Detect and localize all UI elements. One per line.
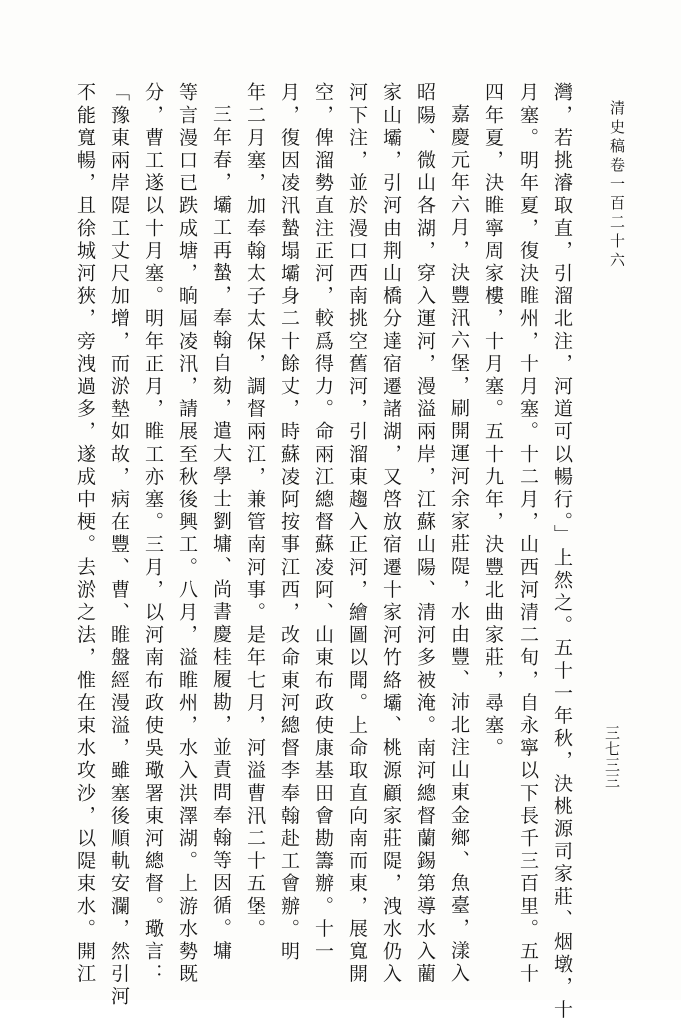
text-column-9: 月，復因凌汛蟄塌壩身二十餘丈，時蘇凌阿按事江西，改命東河總督李奉翰赴工會辦。明 xyxy=(278,82,300,964)
text-column-11: 三年春，壩工再蟄，奉翰自劾，遣大學士劉墉、尚書慶桂履勘，並責問奉翰等因循。墉 xyxy=(210,104,232,963)
text-column-4: 嘉慶元年六月，決豐汛六堡，刷開運河余家莊隄，水由豐、沛北注山東金鄉、魚臺，漾入 xyxy=(448,104,470,986)
text-column-15: 不能寬暢，且徐城河狹，旁洩過多，遂成中梗。去淤之法，惟在束水攻沙，以隄束水。開江 xyxy=(74,82,96,986)
text-column-14: 「豫東兩岸隄工丈尺加增，而淤墊如故，病在豐、曹、睢盤經漫溢，雖塞後順軌安瀾，然引河 xyxy=(108,82,130,1009)
text-column-7: 河下注，並於漫口西南挑空舊河，引溜東趨入正河，繪圖以聞。上命取直向南而東，展寬開 xyxy=(346,82,368,986)
text-column-3: 四年夏，決睢寧周家樓，十月塞。五十九年，決豐北曲家莊，尋塞。 xyxy=(482,82,504,760)
text-column-1: 灣，若挑濬取直，引溜北注，河道可以暢行。」上然之。五十一年秋，決桃源司家莊、烟墩，十 xyxy=(551,82,573,1022)
page-number: 三七三三 xyxy=(603,725,621,789)
text-column-6: 家山壩，引河由荆山橋分達宿遷諸湖，又啓放宿遷十家河竹絡壩、桃源顧家莊隄，洩水仍入 xyxy=(380,82,402,986)
text-column-5: 昭陽、微山各湖，穿入運河，漫溢兩岸，江蘇山陽、清河多被淹。南河總督蘭錫第導水入藺 xyxy=(414,82,436,986)
text-column-2: 月塞。明年夏，復決睢州，十月塞。十二月，山西河清二旬，自永寧以下長千三百里。五十 xyxy=(517,82,539,986)
text-column-10: 年二月塞，加奉翰太子太保，調督兩江，兼管南河事。是年七月，河溢曹汛二十五堡。 xyxy=(244,82,266,941)
text-column-12: 等言漫口已跌成塘，晌屆凌汛，請展至秋後興工。八月，溢睢州，水入洪澤湖。上游水勢既 xyxy=(176,82,198,986)
text-column-8: 空，俾溜勢直注正河，較爲得力。命兩江總督蘇凌阿、山東布政使康基田會勘籌辦。十一 xyxy=(312,82,334,964)
running-header-book-title: 清史稿卷一百二十六 xyxy=(608,100,626,271)
text-column-13: 分，曹工遂以十月塞。明年正月，睢工亦塞。三月，以河南布政使吳璥署東河總督。璥言： xyxy=(142,82,164,986)
